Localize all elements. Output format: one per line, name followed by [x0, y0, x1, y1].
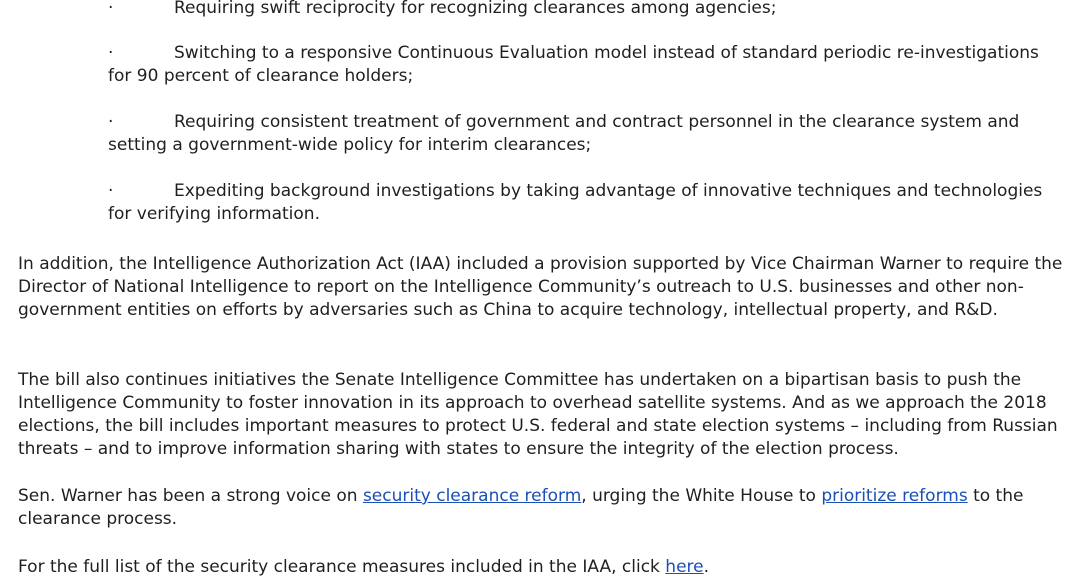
bullet-text: Switching to a responsive Continuous Evaluation model instead of standard periodic re-investigations for 90 percent of clearance holders;	[108, 43, 1039, 86]
bullet-marker: ·	[108, 112, 114, 132]
paragraph-bill: The bill also continues initiatives the Senate Intelligence Committee has undertaken on a bipartisan basis to push the Intelligence Community to foster innovation in its approach to overhead satellite systems. And as we approach the 2018 elections, the bill includes important measures to protect U.S. federal and state election systems – including from Russian threats – and to improve information sharing with states to ensure the integrity of the election process.	[18, 370, 1058, 459]
paragraph-warner-text: , urging the White House to	[581, 486, 822, 506]
here-link[interactable]: here	[665, 557, 704, 577]
bullet-marker: ·	[108, 0, 114, 18]
paragraph-warner	[18, 485, 1063, 531]
bullet-text: Requiring consistent treatment of government and contract personnel in the clearance system and setting a government-wide policy for interim clearances;	[108, 112, 1020, 155]
paragraph-iaa: In addition, the Intelligence Authorization Act (IAA) included a provision supported by Vice Chairman Warner to require the Director of National Intelligence to report on the Intelligence Community’s outreach to U.S. businesses and other non-government entities on efforts by adversaries such as China to acquire technology, intellectual property, and R&D.	[18, 254, 1063, 320]
security-clearance-reform-link[interactable]: security clearance reform	[362, 486, 582, 506]
prioritize-reforms-link[interactable]: prioritize reforms	[821, 486, 968, 506]
bullet-item	[108, 180, 1058, 226]
paragraph-fulllist	[18, 556, 1063, 579]
bullet-item	[108, 42, 1058, 88]
bullet-marker: ·	[108, 181, 114, 201]
paragraph-fulllist-text: .	[703, 557, 710, 577]
bullet-marker: ·	[108, 43, 114, 63]
paragraph-warner-text: Sen. Warner has been a strong voice on	[18, 486, 363, 506]
paragraph-warner-text: to the clearance process.	[18, 486, 1024, 529]
bullet-text: Requiring swift reciprocity for recognizing clearances among agencies;	[174, 0, 777, 18]
bullet-item	[108, 0, 1058, 20]
paragraph-fulllist-text: For the full list of the security clearance measures included in the IAA, click	[18, 557, 666, 577]
bullet-text: Expediting background investigations by taking advantage of innovative techniques and technologies for verifying information.	[108, 181, 1043, 224]
bullet-item	[108, 111, 1058, 157]
